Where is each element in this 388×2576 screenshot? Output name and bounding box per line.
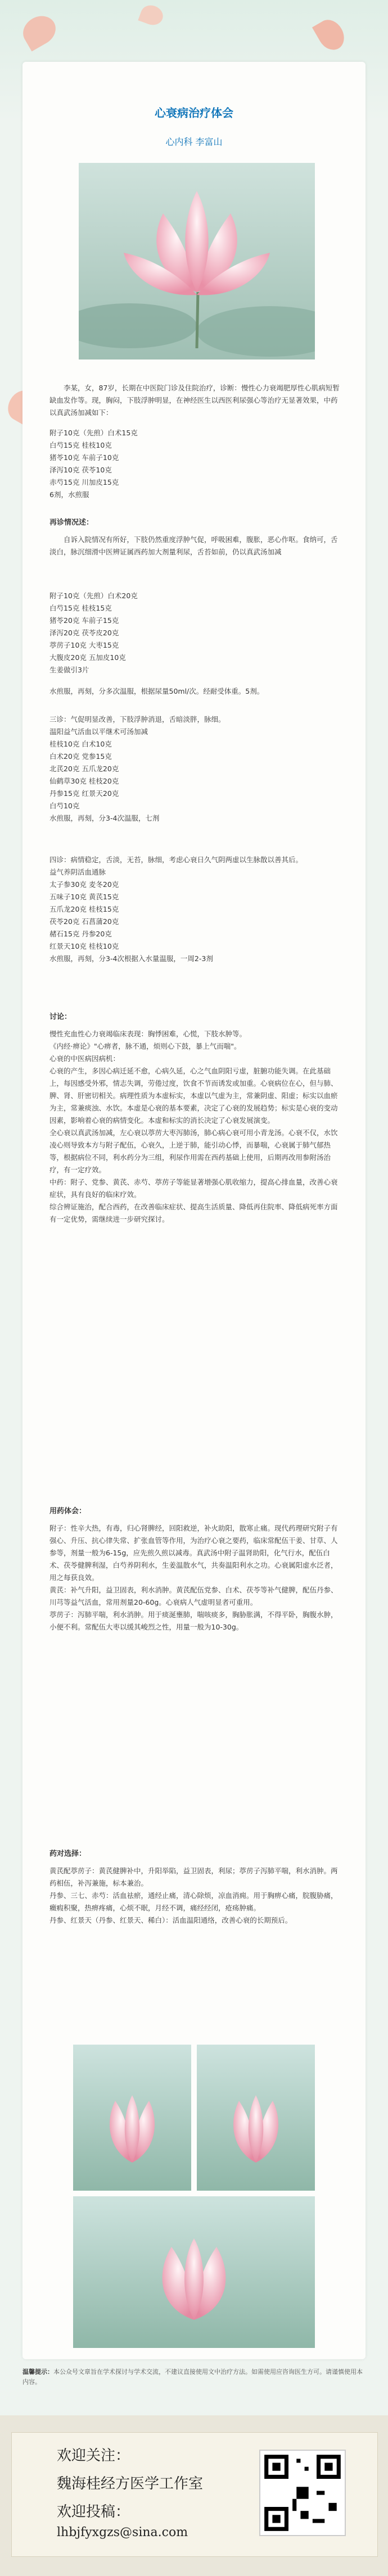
- herbs-title: 用药体会：: [49, 1507, 87, 1515]
- prescription-2-tail: 水煎服，再刻，分多次温服，根据尿量50ml/次。经耐受体重。5剂。: [49, 687, 264, 695]
- footer-studio-name: 魏海桂经方医学工作室: [57, 2475, 204, 2492]
- lotus-images-bottom: [73, 2045, 315, 2348]
- notice-label: 温馨提示：: [22, 2368, 53, 2375]
- visit-2-text: 自诉入院情况有所好，下肢仍然重度浮肿气促，呼吸困难，腹胀，恶心作呕。食纳可，舌淡白，脉沉细滑中医辨证属西药加大剂量利尿，舌苔如前，仍以真武汤加减: [49, 535, 338, 556]
- footer-panel: [11, 2432, 378, 2557]
- qr-code-icon[interactable]: [259, 2450, 346, 2536]
- intro-paragraph: 李某，女，87岁，长期在中医院门诊及住院治疗，诊断：慢性心力衰竭肥厚性心肌病短暂缺血发作等。现，胸闷，下肢浮肿明显，在神经医生以西医利尿强心等治疗无显著效果，中药以真武汤加减如下：: [49, 384, 340, 417]
- footer-submit-label: 欢迎投稿：: [57, 2504, 130, 2520]
- visit-3-text: 三诊：气促明显改善，下肢浮肿消退，舌暗淡胖，脉细。 温阳益气活血以平继术可汤加减 桂枝10克 白术10克 白术20克 党参15克 北芪20克 五爪龙20克 仙鹤草30克 桂枝20克 丹参15克 红景天20克 白芍10克 水煎服，再刻，分3-4次温服，七剂: [49, 715, 225, 822]
- article-title: 心衰病治疗体会: [155, 106, 233, 120]
- notice: [22, 2367, 366, 2387]
- discussion-text: 慢性充血性心力衰竭临床表现：胸悸困难，心慌，下肢水肿等。 《内经·痹论》"心痹者，脉不通，烦则心下鼓，暴上气而喘"。 心衰的中医病因病机： 心衰的产生，多因心病迁延不愈，心病久延，心之气血阴阳亏虚，脏腑功能失调。在此基础上，每因感受外邪，情志失调，劳倦过度，饮食不节而诱发或加重。心衰病位在心，但与肺、脾、肾、肝密切相关。病理性质为本虚标实，本虚以气虚为主，常兼阴虚、阳虚；标实以血瘀为主，常兼痰浊、水饮。本虚是心衰的基本要素，决定了心衰的发展趋势；标实是心衰的变动因素，影响着心衰的病情变化。本虚和标实的消长决定了心衰发展演变。 全心衰以真武汤加减，左心衰以葶苈大枣泻肺汤，肺心病心衰可用小青龙汤。心衰不仅，水饮凌心则导致本方与附子配伍，心衰久，上逆于肺，能引动心悸，而暴喘，心衰属于肺气郁热等，根据病位不同，利水药分为三组，利尿作用需在西药基础上使用，后期再改用参附汤治疗，有一定疗效。 中药：附子、党参、黄芪、赤芍、葶苈子等能显著增强心肌收缩力，提高心排血量，改善心衰症状，具有良好的临床疗效。 综合辨证施治，配合西药，在改善临床症状、提高生活质量、降低再住院率、降低病死率方面有一定优势，需继续进一步研究探讨。: [49, 1030, 338, 1223]
- article-author: 心内科 李富山: [165, 136, 223, 147]
- visit-2-title: 再诊情况述：: [49, 518, 94, 527]
- drug-notes-text: 黄芪配葶苈子：黄芪健脾补中，升阳举陷，益卫固表，利尿；葶苈子泻肺平喘，利水消肿。两药相伍，补泻兼施，标本兼治。 丹参、三七、赤芍：活血祛瘀，通经止痛，清心除烦，凉血消痈。用于胸痹心痛，脘腹胁痛，癥瘕积聚，热痹疼痛，心烦不眠，月经不调，痛经经闭，疮疡肿痛。 丹参、红景天（丹参、红景天、稀白）：活血温阳通络，改善心衰的长期预后。: [49, 1867, 338, 1924]
- lotus-image: [79, 163, 315, 359]
- prescription-1: 附子10克（先煎）白术15克 白芍15克 桂枝10克 猪苓10克 车前子10克 泽泻10克 茯苓10克 赤芍15克 川加皮15克 6剂，水煎服: [49, 429, 138, 499]
- footer: [0, 2415, 388, 2576]
- footer-email[interactable]: lhbjfyxgzs@sina.com: [57, 2525, 188, 2539]
- visit-4-text: 四诊：病情稳定，舌淡，无苔，脉细，考虑心衰日久气阴两虚以生脉散以善其后。 益气养阴活血通脉 太子参30克 麦冬20克 五味子10克 黄芪15克 五爪龙20克 桂枝15克 茯苓20克 石菖蒲20克 赭石15克 丹参20克 红景天10克 桂枝10克 水煎服，再刻，分3-4次根据入水量温服，一周2-3剂: [49, 855, 303, 963]
- discussion-title: 讨论：: [49, 1013, 72, 1021]
- herbs-text: 附子：性辛大热，有毒，归心肾脾经，回阳救逆，补火助阳，散寒止痛。现代药理研究附子有强心、升压、抗心律失常、扩张血管等作用，为治疗心衰之要药，临床常配伍干姜、甘草、人参等，剂量一般为6-15g，应先煎久煎以减毒。真武汤中附子温肾助阳，化气行水，配伍白术、茯苓健脾利湿，白芍养阴利水，生姜温散水气，共奏温阳利水之功。心衰属阳虚水泛者，用之每获良效。 黄芪：补气升阳，益卫固表，利水消肿。黄芪配伍党参、白术、茯苓等补气健脾，配伍丹参、川芎等益气活血，常用剂量20-60g。心衰病人气虚明显者可重用。 葶苈子：泻肺平喘，利水消肿。用于痰涎壅肺，喘咳痰多，胸胁胀满，不得平卧，胸腹水肿，小便不利。常配伍大枣以缓其峻烈之性，用量一般为10-30g。: [49, 1524, 338, 1631]
- drug-notes-title: 药对选择：: [49, 1850, 87, 1858]
- prescription-2: 附子10克（先煎）白术20克 白芍15克 桂枝15克 猪苓20克 车前子15克 泽泻20克 茯苓皮20克 葶苈子10克 大枣15克 大腹皮20克 五加皮10克 生姜做引3片: [49, 591, 138, 674]
- notice-text: 本公众号文章旨在学术探讨与学术交流，不建议直接使用文中治疗方法。如需使用应咨询医生方可。请谨慎使用本内容。: [22, 2368, 363, 2386]
- footer-follow-label: 欢迎关注：: [57, 2447, 130, 2464]
